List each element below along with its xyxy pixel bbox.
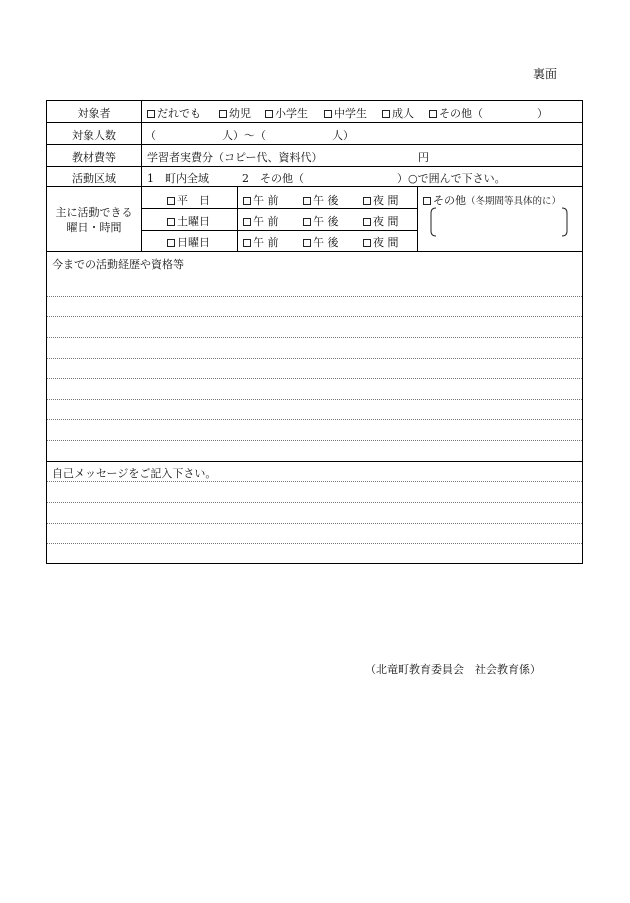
target-option-infant[interactable]: 幼児 (219, 105, 251, 121)
schedule-saturday-night[interactable]: 夜 間 (363, 213, 399, 229)
history-writing-area[interactable] (47, 271, 582, 459)
checkbox-icon (147, 110, 155, 118)
schedule-weekday-night[interactable]: 夜 間 (363, 192, 399, 208)
target-other-close: ） (537, 107, 548, 120)
area-options[interactable]: 1 町内全域 2 その他（ (147, 172, 304, 185)
schedule-saturday-afternoon[interactable]: 午 後 (303, 213, 339, 229)
message-writing-area[interactable] (47, 479, 582, 563)
checkbox-icon (324, 110, 332, 118)
count-label: 対象人数 (72, 129, 116, 142)
target-option-anyone[interactable]: だれでも (147, 105, 201, 121)
checkbox-icon (243, 218, 251, 226)
checkbox-icon (423, 197, 431, 205)
fee-label: 教材費等 (72, 151, 116, 164)
footer-office-note: （北竜町教育委員会 社会教育係） (365, 663, 541, 676)
history-label: 今までの活動経歴や資格等 (52, 258, 184, 271)
message-label: 自己メッセージをご記入下さい。 (52, 467, 217, 480)
checkbox-icon (219, 110, 227, 118)
schedule-sunday-morning[interactable]: 午 前 (243, 234, 279, 250)
schedule-label-line1: 主に活動できる (55, 206, 133, 219)
checkbox-icon (363, 218, 371, 226)
schedule-other-option[interactable]: その他（冬期間等具体的に） (423, 192, 561, 208)
count-field[interactable]: （ 人）〜（ 人） (145, 129, 354, 142)
fee-unit: 円 (418, 151, 429, 164)
area-label: 活動区域 (72, 172, 116, 185)
checkbox-icon (363, 197, 371, 205)
area-instruction: ）○で囲んで下さい。 (397, 172, 506, 185)
checkbox-icon (167, 218, 175, 226)
target-option-adult[interactable]: 成人 (382, 105, 414, 121)
checkbox-icon (243, 239, 251, 247)
checkbox-icon (382, 110, 390, 118)
target-option-other[interactable]: その他（ (429, 105, 483, 121)
registration-form (46, 100, 583, 564)
schedule-weekday-morning[interactable]: 午 前 (243, 192, 279, 208)
target-label: 対象者 (77, 107, 111, 120)
checkbox-icon (167, 197, 175, 205)
schedule-day-weekday[interactable]: 平 日 (167, 192, 210, 208)
checkbox-icon (303, 218, 311, 226)
schedule-day-sunday[interactable]: 日曜日 (167, 234, 210, 250)
checkbox-icon (363, 239, 371, 247)
page-side-label: 裏面 (533, 67, 558, 81)
target-option-elementary[interactable]: 小学生 (265, 105, 308, 121)
schedule-label-line2: 曜日・時間 (66, 221, 122, 234)
target-option-junior-high[interactable]: 中学生 (324, 105, 367, 121)
fee-description: 学習者実費分（コピー代、資料代） (147, 151, 323, 164)
checkbox-icon (303, 239, 311, 247)
checkbox-icon (265, 110, 273, 118)
schedule-other-input-bracket[interactable] (430, 207, 568, 237)
schedule-sunday-night[interactable]: 夜 間 (363, 234, 399, 250)
checkbox-icon (243, 197, 251, 205)
schedule-day-saturday[interactable]: 土曜日 (167, 213, 210, 229)
checkbox-icon (429, 110, 437, 118)
checkbox-icon (167, 239, 175, 247)
schedule-weekday-afternoon[interactable]: 午 後 (303, 192, 339, 208)
schedule-saturday-morning[interactable]: 午 前 (243, 213, 279, 229)
checkbox-icon (303, 197, 311, 205)
schedule-sunday-afternoon[interactable]: 午 後 (303, 234, 339, 250)
